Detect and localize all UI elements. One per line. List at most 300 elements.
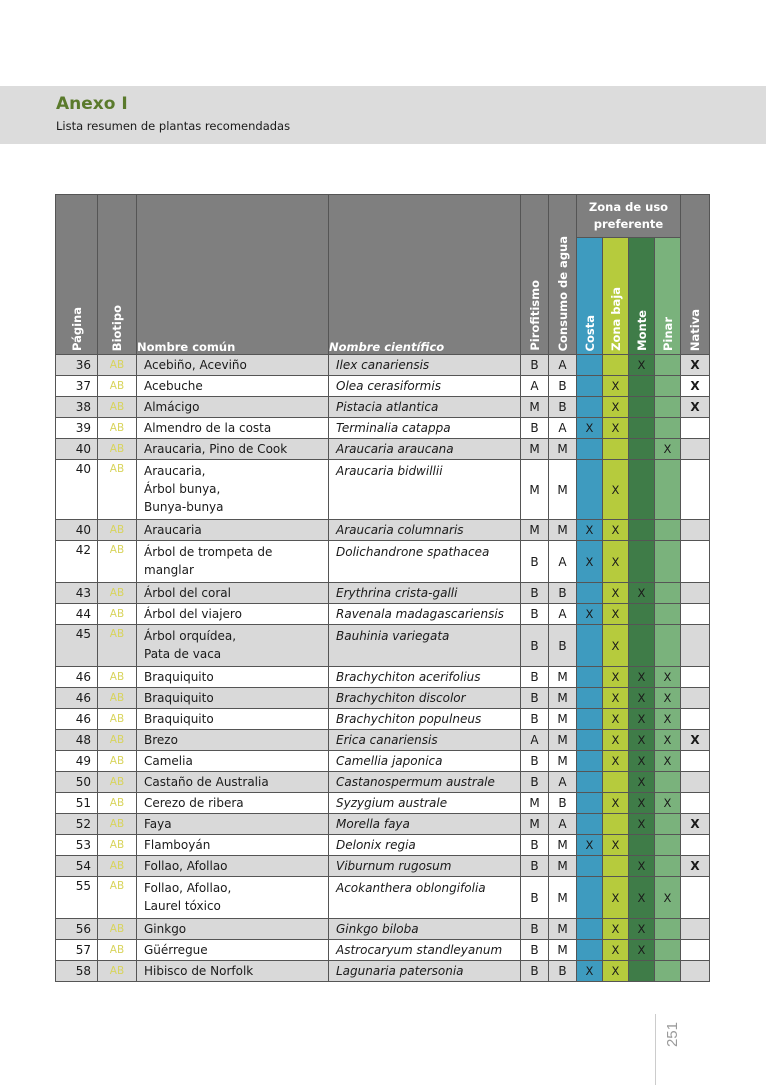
- header-pagina: Página: [56, 195, 98, 355]
- cell-biotipo: AB: [98, 355, 137, 376]
- cell-consumo-agua: B: [549, 961, 577, 982]
- table-row: [56, 793, 710, 814]
- cell-nombre-cientifico: Syzygium australe: [329, 793, 521, 814]
- cell-zona-costa: X: [577, 418, 603, 439]
- table-row: [56, 919, 710, 940]
- header-biotipo: Biotipo: [98, 195, 137, 355]
- table-row: [56, 877, 710, 919]
- cell-zona-costa: [577, 793, 603, 814]
- cell-nombre-cientifico: Brachychiton discolor: [329, 688, 521, 709]
- annex-subtitle: Lista resumen de plantas recomendadas: [56, 119, 291, 133]
- cell-nombre-cientifico: Morella faya: [329, 814, 521, 835]
- table-row: [56, 835, 710, 856]
- nombre-comun-line: Árbol bunya,: [144, 482, 221, 496]
- cell-nativa: [681, 583, 710, 604]
- cell-pirofitismo: A: [521, 730, 549, 751]
- cell-nombre-comun: [137, 793, 329, 814]
- nombre-comun-line: Camelia: [144, 754, 193, 768]
- nombre-comun-line: Güérregue: [144, 943, 208, 957]
- cell-nativa: [681, 772, 710, 793]
- cell-consumo-agua: B: [549, 397, 577, 418]
- cell-consumo-agua: M: [549, 940, 577, 961]
- table-row: [56, 541, 710, 583]
- cell-pirofitismo: B: [521, 625, 549, 667]
- cell-zona-monte: X: [629, 667, 655, 688]
- cell-nativa: X: [681, 376, 710, 397]
- cell-zona-pinar: [655, 772, 681, 793]
- cell-zona-monte: X: [629, 688, 655, 709]
- table-row: [56, 730, 710, 751]
- cell-biotipo: AB: [98, 625, 137, 667]
- cell-nombre-cientifico: Bauhinia variegata: [329, 625, 521, 667]
- cell-pirofitismo: B: [521, 667, 549, 688]
- cell-nombre-comun: [137, 520, 329, 541]
- nombre-comun-line: Follao, Afollao: [144, 859, 228, 873]
- cell-biotipo: AB: [98, 835, 137, 856]
- cell-consumo-agua: M: [549, 460, 577, 520]
- nombre-comun-line: Árbol orquídea,: [144, 629, 237, 643]
- cell-consumo-agua: A: [549, 772, 577, 793]
- cell-pagina: 40: [56, 460, 98, 520]
- cell-consumo-agua: M: [549, 667, 577, 688]
- table-row: [56, 604, 710, 625]
- cell-zona-monte: X: [629, 730, 655, 751]
- cell-nativa: [681, 709, 710, 730]
- cell-zona-costa: [577, 355, 603, 376]
- cell-zona-monte: X: [629, 355, 655, 376]
- table-row: [56, 667, 710, 688]
- table-row: [56, 709, 710, 730]
- nombre-comun-line: Almácigo: [144, 400, 200, 414]
- cell-nativa: [681, 688, 710, 709]
- cell-zona-pinar: [655, 460, 681, 520]
- cell-biotipo: AB: [98, 709, 137, 730]
- cell-nativa: [681, 604, 710, 625]
- cell-consumo-agua: B: [549, 625, 577, 667]
- cell-nombre-cientifico: Brachychiton populneus: [329, 709, 521, 730]
- table-row: [56, 439, 710, 460]
- cell-nativa: [681, 793, 710, 814]
- cell-consumo-agua: A: [549, 814, 577, 835]
- cell-biotipo: AB: [98, 940, 137, 961]
- cell-nombre-comun: [137, 376, 329, 397]
- header-nombre-comun: Nombre común: [137, 195, 329, 355]
- header-nombre-cientifico: Nombre científico: [329, 195, 521, 355]
- cell-pirofitismo: B: [521, 709, 549, 730]
- cell-zona-baja: [603, 772, 629, 793]
- header-pirofitismo: Pirofitismo: [521, 195, 549, 355]
- cell-zona-monte: X: [629, 751, 655, 772]
- cell-biotipo: AB: [98, 439, 137, 460]
- cell-biotipo: AB: [98, 751, 137, 772]
- cell-consumo-agua: M: [549, 688, 577, 709]
- cell-zona-monte: X: [629, 793, 655, 814]
- cell-nombre-comun: [137, 919, 329, 940]
- cell-zona-pinar: X: [655, 688, 681, 709]
- cell-zona-baja: X: [603, 583, 629, 604]
- cell-zona-monte: X: [629, 940, 655, 961]
- cell-nombre-cientifico: Terminalia catappa: [329, 418, 521, 439]
- table-row: [56, 772, 710, 793]
- cell-pagina: 51: [56, 793, 98, 814]
- cell-nativa: X: [681, 730, 710, 751]
- cell-zona-baja: X: [603, 541, 629, 583]
- nombre-comun-line: Araucaria, Pino de Cook: [144, 442, 288, 456]
- cell-biotipo: AB: [98, 541, 137, 583]
- nombre-comun-line: Braquiquito: [144, 691, 214, 705]
- table-row: [56, 460, 710, 520]
- nombre-comun-line: Acebiño, Aceviño: [144, 358, 247, 372]
- cell-zona-monte: X: [629, 877, 655, 919]
- cell-nombre-comun: [137, 730, 329, 751]
- cell-nombre-cientifico: Araucaria columnaris: [329, 520, 521, 541]
- cell-zona-pinar: [655, 856, 681, 877]
- annex-title: Anexo I: [56, 94, 128, 114]
- cell-pirofitismo: B: [521, 877, 549, 919]
- header-zona-monte: Monte: [629, 238, 655, 355]
- cell-zona-baja: X: [603, 730, 629, 751]
- header-band: [0, 86, 766, 144]
- cell-zona-baja: X: [603, 460, 629, 520]
- cell-zona-pinar: X: [655, 667, 681, 688]
- cell-biotipo: AB: [98, 667, 137, 688]
- cell-biotipo: AB: [98, 397, 137, 418]
- cell-zona-baja: X: [603, 667, 629, 688]
- cell-nativa: [681, 418, 710, 439]
- cell-biotipo: AB: [98, 520, 137, 541]
- table-row: [56, 856, 710, 877]
- cell-pagina: 50: [56, 772, 98, 793]
- cell-pirofitismo: B: [521, 541, 549, 583]
- cell-pirofitismo: A: [521, 376, 549, 397]
- cell-nativa: [681, 667, 710, 688]
- plants-table: [55, 194, 710, 982]
- cell-consumo-agua: A: [549, 604, 577, 625]
- cell-nativa: X: [681, 397, 710, 418]
- cell-pirofitismo: M: [521, 397, 549, 418]
- cell-consumo-agua: M: [549, 730, 577, 751]
- cell-zona-costa: [577, 625, 603, 667]
- cell-nombre-comun: [137, 541, 329, 583]
- cell-zona-baja: X: [603, 940, 629, 961]
- header-nativa: Nativa: [681, 195, 710, 355]
- cell-pirofitismo: B: [521, 835, 549, 856]
- cell-nombre-cientifico: Lagunaria patersonia: [329, 961, 521, 982]
- cell-nombre-comun: [137, 397, 329, 418]
- header-zona-pinar: Pinar: [655, 238, 681, 355]
- nombre-comun-line: Árbol del viajero: [144, 607, 242, 621]
- cell-zona-pinar: [655, 541, 681, 583]
- cell-zona-monte: [629, 460, 655, 520]
- cell-zona-monte: [629, 376, 655, 397]
- cell-nativa: [681, 460, 710, 520]
- cell-zona-costa: X: [577, 961, 603, 982]
- cell-zona-pinar: [655, 583, 681, 604]
- cell-nombre-comun: [137, 856, 329, 877]
- cell-zona-pinar: X: [655, 793, 681, 814]
- cell-biotipo: AB: [98, 772, 137, 793]
- cell-nombre-cientifico: Pistacia atlantica: [329, 397, 521, 418]
- cell-zona-monte: [629, 520, 655, 541]
- cell-zona-costa: X: [577, 541, 603, 583]
- cell-nombre-cientifico: Ravenala madagascariensis: [329, 604, 521, 625]
- cell-zona-pinar: [655, 355, 681, 376]
- cell-nativa: [681, 877, 710, 919]
- cell-biotipo: AB: [98, 688, 137, 709]
- cell-biotipo: AB: [98, 961, 137, 982]
- cell-nombre-comun: [137, 583, 329, 604]
- cell-pirofitismo: M: [521, 520, 549, 541]
- cell-biotipo: AB: [98, 604, 137, 625]
- cell-pagina: 40: [56, 520, 98, 541]
- cell-nombre-cientifico: Viburnum rugosum: [329, 856, 521, 877]
- cell-nombre-cientifico: Brachychiton acerifolius: [329, 667, 521, 688]
- nombre-comun-line: Araucaria,: [144, 464, 206, 478]
- cell-nombre-comun: [137, 667, 329, 688]
- cell-pirofitismo: B: [521, 583, 549, 604]
- nombre-comun-line: Ginkgo: [144, 922, 187, 936]
- cell-nombre-cientifico: Astrocaryum standleyanum: [329, 940, 521, 961]
- cell-zona-baja: [603, 814, 629, 835]
- cell-pagina: 52: [56, 814, 98, 835]
- cell-zona-monte: X: [629, 772, 655, 793]
- cell-zona-baja: X: [603, 877, 629, 919]
- cell-pirofitismo: M: [521, 439, 549, 460]
- cell-zona-costa: [577, 940, 603, 961]
- table-row: [56, 397, 710, 418]
- cell-consumo-agua: B: [549, 376, 577, 397]
- cell-nativa: [681, 961, 710, 982]
- table-row: [56, 520, 710, 541]
- cell-zona-pinar: [655, 625, 681, 667]
- cell-pirofitismo: B: [521, 940, 549, 961]
- nombre-comun-line: Árbol del coral: [144, 586, 231, 600]
- cell-zona-baja: X: [603, 709, 629, 730]
- table-row: [56, 961, 710, 982]
- cell-zona-baja: [603, 856, 629, 877]
- cell-zona-pinar: [655, 397, 681, 418]
- cell-consumo-agua: A: [549, 355, 577, 376]
- cell-pirofitismo: B: [521, 355, 549, 376]
- cell-nombre-cientifico: Olea cerasiformis: [329, 376, 521, 397]
- table-row: [56, 814, 710, 835]
- header-zona-costa: Costa: [577, 238, 603, 355]
- cell-nativa: [681, 940, 710, 961]
- cell-zona-costa: [577, 919, 603, 940]
- cell-zona-pinar: [655, 940, 681, 961]
- nombre-comun-line: Cerezo de ribera: [144, 796, 244, 810]
- cell-zona-monte: [629, 625, 655, 667]
- cell-biotipo: AB: [98, 376, 137, 397]
- cell-zona-costa: X: [577, 835, 603, 856]
- nombre-comun-line: Flamboyán: [144, 838, 211, 852]
- cell-nombre-comun: [137, 625, 329, 667]
- nombre-comun-line: Almendro de la costa: [144, 421, 272, 435]
- table-row: [56, 376, 710, 397]
- table-row: [56, 940, 710, 961]
- cell-nativa: [681, 751, 710, 772]
- cell-zona-monte: X: [629, 919, 655, 940]
- cell-zona-costa: [577, 709, 603, 730]
- cell-pagina: 38: [56, 397, 98, 418]
- cell-zona-baja: X: [603, 520, 629, 541]
- cell-zona-monte: [629, 835, 655, 856]
- cell-pagina: 37: [56, 376, 98, 397]
- cell-zona-pinar: [655, 520, 681, 541]
- cell-nombre-cientifico: Araucaria araucana: [329, 439, 521, 460]
- cell-pirofitismo: M: [521, 814, 549, 835]
- cell-zona-costa: [577, 460, 603, 520]
- nombre-comun-line: Acebuche: [144, 379, 203, 393]
- cell-zona-costa: [577, 751, 603, 772]
- cell-nombre-cientifico: Delonix regia: [329, 835, 521, 856]
- cell-nombre-cientifico: Camellia japonica: [329, 751, 521, 772]
- cell-pagina: 46: [56, 667, 98, 688]
- cell-pagina: 40: [56, 439, 98, 460]
- nombre-comun-line: manglar: [144, 563, 194, 577]
- cell-zona-baja: [603, 355, 629, 376]
- cell-nativa: X: [681, 814, 710, 835]
- cell-zona-pinar: X: [655, 439, 681, 460]
- cell-biotipo: AB: [98, 583, 137, 604]
- cell-pirofitismo: B: [521, 856, 549, 877]
- cell-zona-monte: [629, 541, 655, 583]
- header-consumo-agua: Consumo de agua: [549, 195, 577, 355]
- cell-zona-costa: [577, 814, 603, 835]
- cell-pirofitismo: B: [521, 418, 549, 439]
- cell-pirofitismo: B: [521, 751, 549, 772]
- nombre-comun-line: Laurel tóxico: [144, 899, 221, 913]
- cell-nombre-cientifico: Erythrina crista-galli: [329, 583, 521, 604]
- cell-zona-baja: X: [603, 835, 629, 856]
- cell-consumo-agua: B: [549, 583, 577, 604]
- cell-nombre-comun: [137, 835, 329, 856]
- cell-pagina: 48: [56, 730, 98, 751]
- cell-zona-pinar: X: [655, 751, 681, 772]
- cell-biotipo: AB: [98, 814, 137, 835]
- page-number-rule: [655, 1014, 656, 1085]
- cell-pagina: 44: [56, 604, 98, 625]
- cell-zona-baja: X: [603, 688, 629, 709]
- cell-zona-pinar: X: [655, 709, 681, 730]
- cell-zona-monte: X: [629, 814, 655, 835]
- cell-pagina: 49: [56, 751, 98, 772]
- cell-pirofitismo: B: [521, 961, 549, 982]
- cell-nombre-comun: [137, 460, 329, 520]
- cell-pirofitismo: B: [521, 688, 549, 709]
- cell-zona-pinar: X: [655, 877, 681, 919]
- cell-pagina: 45: [56, 625, 98, 667]
- cell-pirofitismo: B: [521, 919, 549, 940]
- cell-nativa: X: [681, 355, 710, 376]
- cell-consumo-agua: A: [549, 418, 577, 439]
- cell-zona-baja: X: [603, 418, 629, 439]
- cell-zona-baja: X: [603, 961, 629, 982]
- cell-zona-costa: X: [577, 604, 603, 625]
- nombre-comun-line: Araucaria: [144, 523, 202, 537]
- cell-zona-costa: X: [577, 520, 603, 541]
- cell-pirofitismo: B: [521, 772, 549, 793]
- cell-pagina: 53: [56, 835, 98, 856]
- nombre-comun-line: Hibisco de Norfolk: [144, 964, 254, 978]
- cell-consumo-agua: B: [549, 793, 577, 814]
- cell-consumo-agua: M: [549, 877, 577, 919]
- cell-consumo-agua: M: [549, 835, 577, 856]
- cell-nombre-cientifico: Castanospermum australe: [329, 772, 521, 793]
- cell-zona-costa: [577, 397, 603, 418]
- table-row: [56, 688, 710, 709]
- cell-zona-monte: X: [629, 709, 655, 730]
- cell-nativa: [681, 541, 710, 583]
- cell-zona-monte: X: [629, 856, 655, 877]
- cell-pirofitismo: M: [521, 793, 549, 814]
- cell-nativa: [681, 919, 710, 940]
- cell-nombre-comun: [137, 418, 329, 439]
- cell-biotipo: AB: [98, 730, 137, 751]
- cell-nativa: [681, 520, 710, 541]
- cell-biotipo: AB: [98, 793, 137, 814]
- cell-nombre-cientifico: Acokanthera oblongifolia: [329, 877, 521, 919]
- cell-nombre-comun: [137, 961, 329, 982]
- cell-zona-monte: [629, 418, 655, 439]
- nombre-comun-line: Bunya-bunya: [144, 500, 224, 514]
- table-row: [56, 625, 710, 667]
- cell-consumo-agua: M: [549, 709, 577, 730]
- cell-zona-costa: [577, 688, 603, 709]
- cell-zona-pinar: [655, 919, 681, 940]
- table-row: [56, 355, 710, 376]
- cell-zona-costa: [577, 667, 603, 688]
- cell-pagina: 55: [56, 877, 98, 919]
- cell-zona-monte: [629, 439, 655, 460]
- cell-zona-baja: X: [603, 397, 629, 418]
- cell-pagina: 46: [56, 688, 98, 709]
- cell-zona-pinar: X: [655, 730, 681, 751]
- cell-zona-monte: [629, 961, 655, 982]
- cell-zona-costa: [577, 583, 603, 604]
- cell-nombre-comun: [137, 751, 329, 772]
- nombre-comun-line: Follao, Afollao,: [144, 881, 232, 895]
- cell-nombre-cientifico: Araucaria bidwillii: [329, 460, 521, 520]
- cell-biotipo: AB: [98, 919, 137, 940]
- nombre-comun-line: Braquiquito: [144, 712, 214, 726]
- cell-zona-baja: X: [603, 793, 629, 814]
- cell-pagina: 42: [56, 541, 98, 583]
- cell-nativa: [681, 835, 710, 856]
- nombre-comun-line: Árbol de trompeta de: [144, 545, 273, 559]
- cell-zona-costa: [577, 856, 603, 877]
- cell-pagina: 36: [56, 355, 98, 376]
- nombre-comun-line: Castaño de Australia: [144, 775, 269, 789]
- cell-zona-costa: [577, 772, 603, 793]
- table-row: [56, 418, 710, 439]
- nombre-comun-line: Faya: [144, 817, 172, 831]
- cell-nombre-cientifico: Erica canariensis: [329, 730, 521, 751]
- cell-zona-pinar: [655, 835, 681, 856]
- header-zona-uso: Zona de uso preferente: [577, 195, 681, 238]
- cell-biotipo: AB: [98, 418, 137, 439]
- cell-nombre-comun: [137, 940, 329, 961]
- cell-nombre-comun: [137, 355, 329, 376]
- cell-zona-baja: X: [603, 919, 629, 940]
- cell-nombre-comun: [137, 814, 329, 835]
- page-number: 251: [664, 1022, 681, 1048]
- cell-zona-costa: [577, 877, 603, 919]
- cell-nombre-comun: [137, 688, 329, 709]
- cell-zona-baja: X: [603, 625, 629, 667]
- cell-nombre-comun: [137, 709, 329, 730]
- cell-zona-pinar: [655, 376, 681, 397]
